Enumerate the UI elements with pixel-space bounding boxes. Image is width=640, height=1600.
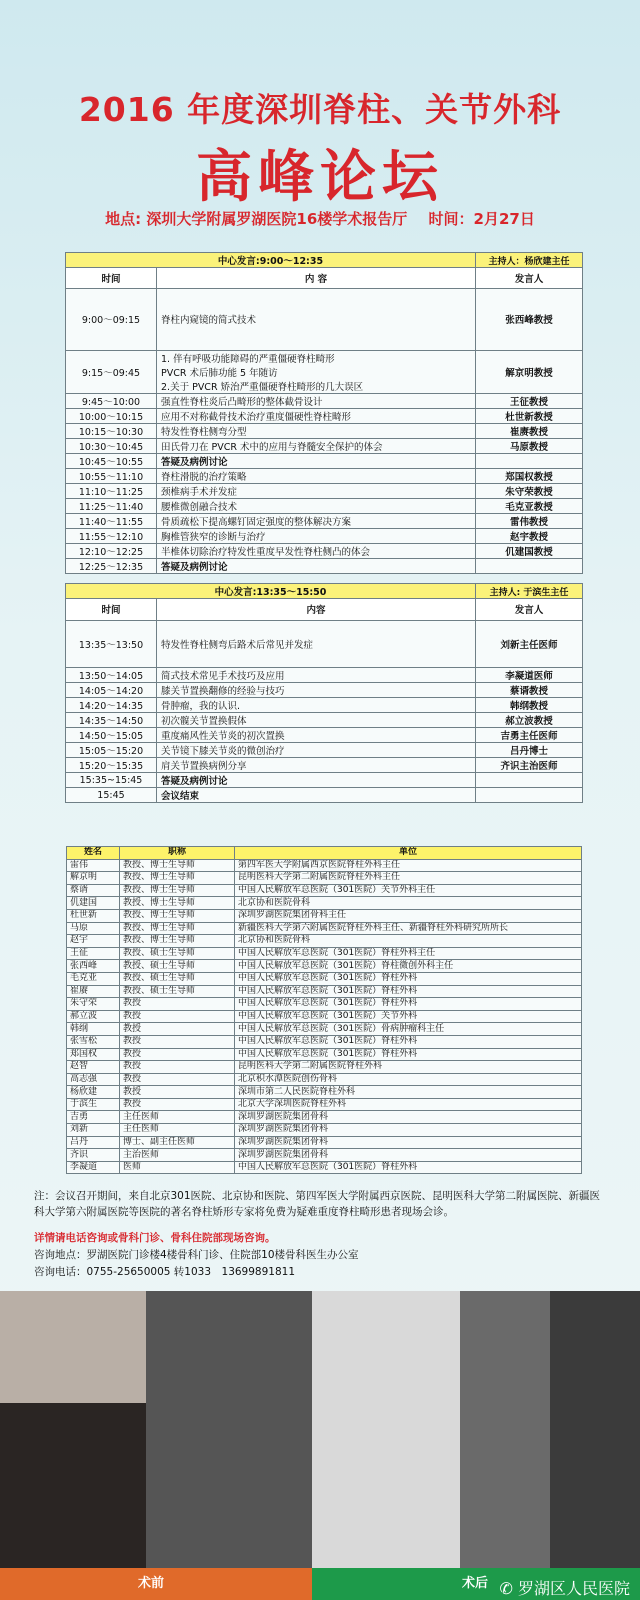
note-text: 注：会议召开期间，来自北京301医院、北京协和医院、第四军医大学附属西京医院、昆明医科大学第二附属医院、新疆医科大学第六附属医院等医院的著名脊柱矫形专家将免费为疑难重度脊柱畸形患者现场会诊。 [34, 1190, 601, 1218]
speaker-unit: 中国人民解放军总医院（301医院）骨病肿瘤科主任 [235, 1023, 582, 1036]
speaker-row [67, 1061, 582, 1074]
row-content: 田氏骨刀在 PVCR 术中的应用与脊髓安全保护的体会 [157, 439, 476, 454]
schedule-row [66, 743, 583, 758]
speaker-unit: 深圳市第二人民医院脊柱外科 [235, 1086, 582, 1099]
speaker-name: 齐识 [67, 1149, 120, 1162]
speaker-title: 教授 [120, 1048, 235, 1061]
col-speaker: 发言人 [476, 268, 583, 289]
speaker-row [67, 972, 582, 985]
col-content: 内 容 [157, 268, 476, 289]
row-speaker: 仉建国教授 [476, 544, 583, 559]
speaker-row [67, 1111, 582, 1124]
speaker-row [67, 1023, 582, 1036]
schedule-row [66, 683, 583, 698]
speaker-title: 教授、硕士生导师 [120, 985, 235, 998]
row-content: 特发性脊柱侧弯分型 [157, 424, 476, 439]
row-speaker: 齐识主治医师 [476, 758, 583, 773]
row-content: 膝关节置换翻修的经验与技巧 [157, 683, 476, 698]
row-content: 半椎体切除治疗特发性重度早发性脊柱侧凸的体会 [157, 544, 476, 559]
row-content: 脊柱内窥镜的简式技术 [157, 288, 476, 350]
speaker-title: 主任医师 [120, 1111, 235, 1124]
row-content: 答疑及病例讨论 [157, 454, 476, 469]
speaker-name: 于滨生 [67, 1098, 120, 1111]
col-content: 内容 [157, 599, 476, 621]
speaker-unit: 昆明医科大学第二附属医院脊柱外科主任 [235, 872, 582, 885]
row-time: 10:00～10:15 [66, 409, 157, 424]
speaker-name: 吕丹 [67, 1136, 120, 1149]
speaker-name: 马原 [67, 922, 120, 935]
speaker-unit: 中国人民解放军总医院（301医院）脊柱外科 [235, 998, 582, 1011]
speaker-unit: 北京大学深圳医院脊柱外科 [235, 1098, 582, 1111]
pre-op-label: 术前 [138, 1576, 165, 1591]
speaker-title: 教授 [120, 1035, 235, 1048]
speaker-unit: 深圳罗湖医院集团骨科 [235, 1111, 582, 1124]
speaker-title: 教授、博士生导师 [120, 884, 235, 897]
schedule-row [66, 529, 583, 544]
row-speaker [476, 559, 583, 574]
speaker-row [67, 884, 582, 897]
row-content: 答疑及病例讨论 [157, 773, 476, 788]
speaker-unit: 中国人民解放军总医院（301医院）脊柱外科 [235, 985, 582, 998]
row-speaker: 张西峰教授 [476, 288, 583, 350]
title-line1: 2016 年度深圳脊柱、关节外科 [78, 90, 562, 129]
row-speaker: 朱守荣教授 [476, 484, 583, 499]
speaker-unit: 中国人民解放军总医院（301医院）脊柱外科主任 [235, 947, 582, 960]
row-speaker: 韩纲教授 [476, 698, 583, 713]
speaker-title: 主任医师 [120, 1124, 235, 1137]
row-time: 14:05～14:20 [66, 683, 157, 698]
host-pm: 主持人: 于滨生主任 [476, 584, 583, 599]
row-content: 简式技术常见手术技巧及应用 [157, 668, 476, 683]
schedule-row [66, 394, 583, 409]
speaker-name: 刘新 [67, 1124, 120, 1137]
speaker-title: 医师 [120, 1161, 235, 1174]
row-time: 9:15～09:45 [66, 351, 157, 394]
row-content: 腰椎微创融合技术 [157, 499, 476, 514]
speaker-name: 李凝道 [67, 1161, 120, 1174]
speaker-row [67, 947, 582, 960]
row-time: 12:10～12:25 [66, 544, 157, 559]
schedule-row [66, 773, 583, 788]
row-content: 特发性脊柱侧弯后路术后常见并发症 [157, 620, 476, 668]
row-time: 10:15～10:30 [66, 424, 157, 439]
consult-cta: 详情请电话咨询或骨科门诊、骨科住院部现场咨询。 [34, 1232, 276, 1244]
row-content: 关节镜下膝关节炎的微创治疗 [157, 743, 476, 758]
row-speaker: 李凝道医师 [476, 668, 583, 683]
schedule-row [66, 514, 583, 529]
row-speaker: 蔡谞教授 [476, 683, 583, 698]
speaker-unit: 第四军医大学附属西京医院脊柱外科主任 [235, 859, 582, 872]
schedule-row [66, 758, 583, 773]
row-speaker: 杜世新教授 [476, 409, 583, 424]
speaker-name: 王征 [67, 947, 120, 960]
speaker-row [67, 1086, 582, 1099]
speaker-unit: 中国人民解放军总医院（301医院）脊柱外科 [235, 972, 582, 985]
consult-address: 咨询地点：罗湖医院门诊楼4楼骨科门诊、住院部10楼骨科医生办公室 [34, 1249, 359, 1261]
speaker-row [67, 1035, 582, 1048]
post-op-label: 术后 [462, 1576, 489, 1591]
row-content: 1. 伴有呼吸功能障碍的严重僵硬脊柱畸形 PVCR 术后肺功能 5 年随访 2.关于 PVCR 矫治严重僵硬脊柱畸形的几大误区 [157, 351, 476, 394]
speaker-title: 主治医师 [120, 1149, 235, 1162]
row-content: 胸椎管狭窄的诊断与治疗 [157, 529, 476, 544]
speaker-name: 杜世新 [67, 909, 120, 922]
speaker-row [67, 985, 582, 998]
row-time: 10:55～11:10 [66, 469, 157, 484]
schedule-row [66, 728, 583, 743]
schedule-row [66, 713, 583, 728]
session-pm-label: 中心发言:13:35～15:50 [66, 584, 476, 599]
row-speaker [476, 788, 583, 803]
speaker-title: 教授 [120, 1098, 235, 1111]
row-speaker: 郝立波教授 [476, 713, 583, 728]
speaker-name: 韩纲 [67, 1023, 120, 1036]
speaker-title: 教授 [120, 1010, 235, 1023]
schedule-row [66, 620, 583, 668]
schedule-row [66, 454, 583, 469]
row-content: 骨质疏松下提高螺钉固定强度的整体解决方案 [157, 514, 476, 529]
schedule-row [66, 499, 583, 514]
row-content: 肩关节置换病例分享 [157, 758, 476, 773]
location-time [0, 208, 640, 229]
speaker-name: 郑国权 [67, 1048, 120, 1061]
speaker-unit: 中国人民解放军总医院（301医院）关节外科 [235, 1010, 582, 1023]
row-speaker: 郑国权教授 [476, 469, 583, 484]
speaker-title: 教授、博士生导师 [120, 935, 235, 948]
pre-op-back-photo [0, 1291, 146, 1403]
speaker-row [67, 1048, 582, 1061]
speaker-name: 高志强 [67, 1073, 120, 1086]
speaker-row [67, 935, 582, 948]
speaker-title: 教授 [120, 1023, 235, 1036]
hospital-watermark [499, 1576, 630, 1599]
speaker-title: 教授、博士生导师 [120, 922, 235, 935]
col-unit: 单位 [235, 847, 582, 860]
row-time: 11:25～11:40 [66, 499, 157, 514]
speaker-name: 杨欣建 [67, 1086, 120, 1099]
speaker-row [67, 1073, 582, 1086]
watermark-text: 罗湖区人民医院 [517, 1579, 630, 1598]
row-time: 11:55～12:10 [66, 529, 157, 544]
wechat-icon: ✆ [499, 1579, 518, 1598]
speaker-title: 教授、硕士生导师 [120, 947, 235, 960]
row-time: 13:35～13:50 [66, 620, 157, 668]
pre-op-xray-image [146, 1291, 312, 1568]
speaker-row [67, 1136, 582, 1149]
session-am-label: 中心发言:9:00～12:35 [66, 253, 476, 268]
row-time: 15:35~15:45 [66, 773, 157, 788]
row-speaker [476, 773, 583, 788]
speaker-name: 郝立波 [67, 1010, 120, 1023]
consult-phone: 咨询电话：0755-25650005 转1033 13699891811 [34, 1266, 295, 1278]
speaker-title: 教授、硕士生导师 [120, 972, 235, 985]
row-content: 答疑及病例讨论 [157, 559, 476, 574]
speaker-list-table [66, 846, 582, 1174]
row-time: 12:25～12:35 [66, 559, 157, 574]
location-text: 地点: 深圳大学附属罗湖医院16楼学术报告厅 [105, 210, 408, 228]
row-time: 15:05～15:20 [66, 743, 157, 758]
schedule-row [66, 484, 583, 499]
row-speaker: 崔赓教授 [476, 424, 583, 439]
schedule-row [66, 668, 583, 683]
speaker-name: 赵宇 [67, 935, 120, 948]
row-time: 10:45～10:55 [66, 454, 157, 469]
speaker-unit: 中国人民解放军总医院（301医院）脊柱微创外科主任 [235, 960, 582, 973]
speaker-title: 教授、博士生导师 [120, 859, 235, 872]
row-content: 强直性脊柱炎后凸畸形的整体截骨设计 [157, 394, 476, 409]
speaker-name: 朱守荣 [67, 998, 120, 1011]
speaker-name: 赵智 [67, 1061, 120, 1074]
speaker-title: 博士、副主任医师 [120, 1136, 235, 1149]
speaker-row [67, 922, 582, 935]
schedule-row [66, 698, 583, 713]
case-photos [0, 1291, 640, 1600]
speaker-unit: 中国人民解放军总医院（301医院）脊柱外科 [235, 1161, 582, 1174]
row-time: 15:20～15:35 [66, 758, 157, 773]
speaker-unit: 中国人民解放军总医院（301医院）脊柱外科 [235, 1035, 582, 1048]
row-speaker: 吕丹博士 [476, 743, 583, 758]
schedule-row [66, 439, 583, 454]
speaker-name: 吉勇 [67, 1111, 120, 1124]
speaker-row [67, 859, 582, 872]
row-time: 14:50～15:05 [66, 728, 157, 743]
speaker-unit: 中国人民解放军总医院（301医院）脊柱外科 [235, 1048, 582, 1061]
schedule-row [66, 351, 583, 394]
speaker-unit: 深圳罗湖医院集团骨科主任 [235, 909, 582, 922]
speaker-title: 教授、博士生导师 [120, 897, 235, 910]
row-content: 颈椎病手术并发症 [157, 484, 476, 499]
row-time: 11:40～11:55 [66, 514, 157, 529]
schedule-row [66, 469, 583, 484]
speaker-title: 教授、博士生导师 [120, 872, 235, 885]
speaker-row [67, 998, 582, 1011]
row-speaker [476, 454, 583, 469]
speaker-name: 张雪松 [67, 1035, 120, 1048]
col-time: 时间 [66, 268, 157, 289]
speaker-title: 教授 [120, 1073, 235, 1086]
row-time: 14:20～14:35 [66, 698, 157, 713]
speaker-title: 教授 [120, 1061, 235, 1074]
speaker-row [67, 960, 582, 973]
speaker-unit: 深圳罗湖医院集团骨科 [235, 1136, 582, 1149]
schedule-row [66, 559, 583, 574]
row-speaker: 赵宇教授 [476, 529, 583, 544]
row-speaker: 解京明教授 [476, 351, 583, 394]
morning-schedule-table [65, 252, 583, 574]
row-time: 9:00～09:15 [66, 288, 157, 350]
schedule-row [66, 409, 583, 424]
speaker-title: 教授 [120, 1086, 235, 1099]
speaker-row [67, 872, 582, 885]
speaker-name: 张西峰 [67, 960, 120, 973]
speaker-name: 雷伟 [67, 859, 120, 872]
row-content: 重度痛风性关节炎的初次置换 [157, 728, 476, 743]
speaker-unit: 深圳罗湖医院集团骨科 [235, 1149, 582, 1162]
time-text: 时间：2月27日 [428, 210, 535, 228]
row-content: 脊柱滑脱的治疗策略 [157, 469, 476, 484]
pre-op-bar [0, 1568, 312, 1600]
schedule-row [66, 288, 583, 350]
row-time: 15:45 [66, 788, 157, 803]
speaker-unit: 中国人民解放军总医院（301医院）关节外科主任 [235, 884, 582, 897]
row-content: 会议结束 [157, 788, 476, 803]
row-speaker: 毛克亚教授 [476, 499, 583, 514]
speaker-row [67, 909, 582, 922]
speaker-name: 仉建国 [67, 897, 120, 910]
speaker-row [67, 1149, 582, 1162]
title-line2: 高峰论坛 [196, 145, 444, 210]
speaker-name: 解京明 [67, 872, 120, 885]
schedule-row [66, 424, 583, 439]
speaker-title: 教授、硕士生导师 [120, 960, 235, 973]
speaker-name: 毛克亚 [67, 972, 120, 985]
row-time: 9:45～10:00 [66, 394, 157, 409]
speaker-row [67, 1161, 582, 1174]
row-content: 应用不对称截骨技术治疗重度僵硬性脊柱畸形 [157, 409, 476, 424]
schedule-row [66, 788, 583, 803]
speaker-unit: 北京积水潭医院创伤骨科 [235, 1073, 582, 1086]
row-speaker: 马原教授 [476, 439, 583, 454]
speaker-title: 教授 [120, 998, 235, 1011]
schedule-row [66, 544, 583, 559]
row-speaker: 雷伟教授 [476, 514, 583, 529]
col-title: 职称 [120, 847, 235, 860]
row-content: 初次髋关节置换假体 [157, 713, 476, 728]
speaker-unit: 新疆医科大学第六附属医院脊柱外科主任、新疆脊柱外科研究所所长 [235, 922, 582, 935]
row-speaker: 刘新主任医师 [476, 620, 583, 668]
row-time: 11:10～11:25 [66, 484, 157, 499]
row-content: 骨肿瘤，我的认识. [157, 698, 476, 713]
host-am: 主持人：杨欣建主任 [476, 253, 583, 268]
speaker-row [67, 1124, 582, 1137]
speaker-unit: 北京协和医院骨科 [235, 935, 582, 948]
speaker-name: 崔赓 [67, 985, 120, 998]
row-time: 10:30～10:45 [66, 439, 157, 454]
speaker-row [67, 897, 582, 910]
speaker-row [67, 1010, 582, 1023]
col-name: 姓名 [67, 847, 120, 860]
post-op-xray-front-image [460, 1291, 550, 1568]
afternoon-schedule-table [65, 583, 583, 803]
speaker-name: 蔡谞 [67, 884, 120, 897]
post-op-xray-side-image [550, 1291, 640, 1568]
pre-op-3d-ct-image [0, 1403, 146, 1568]
col-time: 时间 [66, 599, 157, 621]
row-speaker: 吉勇主任医师 [476, 728, 583, 743]
col-speaker: 发言人 [476, 599, 583, 621]
speaker-title: 教授、博士生导师 [120, 909, 235, 922]
row-time: 13:50～14:05 [66, 668, 157, 683]
row-time: 14:35～14:50 [66, 713, 157, 728]
speaker-unit: 深圳罗湖医院集团骨科 [235, 1124, 582, 1137]
row-speaker: 王征教授 [476, 394, 583, 409]
speaker-unit: 北京协和医院骨科 [235, 897, 582, 910]
post-op-back-photo [312, 1291, 460, 1568]
speaker-unit: 昆明医科大学第二附属医院脊柱外科 [235, 1061, 582, 1074]
speaker-row [67, 1098, 582, 1111]
